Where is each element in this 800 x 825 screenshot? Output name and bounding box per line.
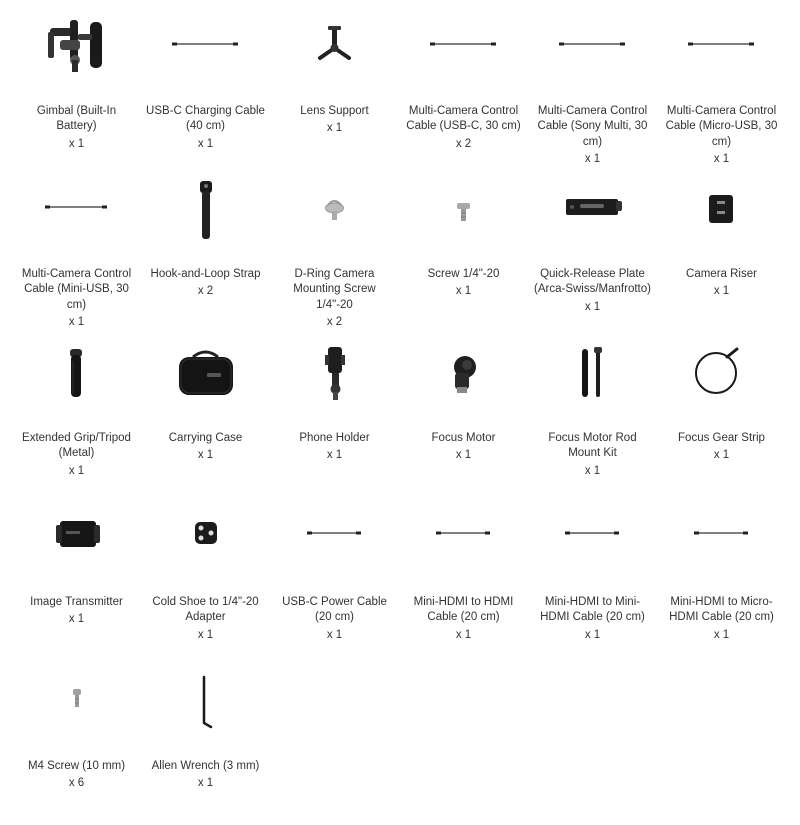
item-card <box>528 10 657 170</box>
item-quantity: x 1 <box>584 464 601 477</box>
cold-shoe-icon <box>141 501 270 596</box>
cable-icon <box>657 10 786 105</box>
tripod-icon <box>12 337 141 432</box>
allen-wrench-icon <box>141 665 270 760</box>
item-card <box>399 10 528 170</box>
cable-icon <box>657 501 786 596</box>
item-label: USB-C Charging Cable (40 cm) x 1 <box>145 104 266 152</box>
item-card <box>270 501 399 661</box>
rod-mount-icon <box>528 337 657 432</box>
cable-icon <box>399 501 528 596</box>
item-label: Extended Grip/Tripod (Metal) x 1 <box>16 431 137 479</box>
item-label: Quick-Release Plate (Arca-Swiss/Manfrotto) x 1 <box>532 267 653 315</box>
item-quantity: x 1 <box>584 152 601 165</box>
item-quantity: x 6 <box>68 777 85 790</box>
item-card <box>270 173 399 333</box>
item-label: Image Transmitter x 1 <box>16 595 137 628</box>
item-label: Focus Motor Rod Mount Kit x 1 <box>532 431 653 479</box>
item-quantity: x 1 <box>584 628 601 641</box>
item-label: Cold Shoe to 1/4"-20 Adapter x 1 <box>145 595 266 643</box>
item-card <box>12 665 141 825</box>
item-label: Lens Support x 1 <box>274 104 395 137</box>
item-card <box>528 501 657 661</box>
item-card <box>657 10 786 170</box>
cable-icon <box>12 173 141 268</box>
riser-icon <box>657 173 786 268</box>
item-card <box>657 501 786 661</box>
item-card <box>141 173 270 333</box>
gimbal-icon <box>12 10 141 105</box>
item-card <box>399 173 528 333</box>
item-card <box>399 337 528 497</box>
strap-icon <box>141 173 270 268</box>
item-label: Gimbal (Built-In Battery) x 1 <box>16 104 137 152</box>
cable-icon <box>528 501 657 596</box>
item-label: Mini-HDMI to HDMI Cable (20 cm) x 1 <box>403 595 524 643</box>
item-quantity: x 1 <box>68 613 85 626</box>
item-card <box>12 10 141 170</box>
item-quantity: x 1 <box>713 152 730 165</box>
cable-icon <box>528 10 657 105</box>
item-quantity: x 1 <box>197 137 214 150</box>
d-ring-screw-icon <box>270 173 399 268</box>
item-quantity: x 1 <box>68 315 85 328</box>
item-label: USB-C Power Cable (20 cm) x 1 <box>274 595 395 643</box>
item-label: Multi-Camera Control Cable (USB-C, 30 cm) x 2 <box>403 104 524 152</box>
item-quantity: x 2 <box>197 285 214 298</box>
item-label: Allen Wrench (3 mm) x 1 <box>145 759 266 792</box>
item-quantity: x 1 <box>68 137 85 150</box>
item-quantity: x 2 <box>326 315 343 328</box>
item-card <box>141 501 270 661</box>
item-label: Camera Riser x 1 <box>661 267 782 300</box>
focus-motor-icon <box>399 337 528 432</box>
item-quantity: x 1 <box>326 449 343 462</box>
item-quantity: x 1 <box>326 122 343 135</box>
item-quantity: x 1 <box>68 464 85 477</box>
item-label: Mini-HDMI to Mini-HDMI Cable (20 cm) x 1 <box>532 595 653 643</box>
gear-strip-icon <box>657 337 786 432</box>
item-quantity: x 1 <box>713 628 730 641</box>
case-icon <box>141 337 270 432</box>
item-label: Mini-HDMI to Micro-HDMI Cable (20 cm) x 1 <box>661 595 782 643</box>
item-quantity: x 1 <box>197 628 214 641</box>
cable-icon <box>270 501 399 596</box>
item-card <box>657 337 786 497</box>
item-card <box>528 173 657 333</box>
screw-icon <box>399 173 528 268</box>
item-quantity: x 1 <box>455 285 472 298</box>
item-card <box>141 665 270 825</box>
screw-icon <box>12 665 141 760</box>
item-label: Hook-and-Loop Strap x 2 <box>145 267 266 300</box>
item-card <box>270 10 399 170</box>
item-quantity: x 1 <box>455 449 472 462</box>
item-label: M4 Screw (10 mm) x 6 <box>16 759 137 792</box>
item-label: Carrying Case x 1 <box>145 431 266 464</box>
item-card <box>528 337 657 497</box>
item-quantity: x 1 <box>197 777 214 790</box>
transmitter-icon <box>12 501 141 596</box>
item-label: Screw 1/4"-20 x 1 <box>403 267 524 300</box>
item-label: D-Ring Camera Mounting Screw 1/4"-20 x 2 <box>274 267 395 330</box>
item-quantity: x 1 <box>455 628 472 641</box>
lens-support-icon <box>270 10 399 105</box>
item-card <box>141 10 270 170</box>
item-card <box>12 337 141 497</box>
cable-icon <box>141 10 270 105</box>
item-label: Focus Motor x 1 <box>403 431 524 464</box>
item-label: Multi-Camera Control Cable (Sony Multi, 30 cm) x 1 <box>532 104 653 167</box>
item-quantity: x 1 <box>197 449 214 462</box>
item-label: Phone Holder x 1 <box>274 431 395 464</box>
item-card <box>141 337 270 497</box>
item-quantity: x 2 <box>455 137 472 150</box>
item-label: Multi-Camera Control Cable (Mini-USB, 30 cm) x 1 <box>16 267 137 330</box>
item-quantity: x 1 <box>713 285 730 298</box>
item-quantity: x 1 <box>584 300 601 313</box>
plate-icon <box>528 173 657 268</box>
item-card <box>12 501 141 661</box>
item-quantity: x 1 <box>326 628 343 641</box>
item-quantity: x 1 <box>713 449 730 462</box>
item-card <box>270 337 399 497</box>
item-card <box>399 501 528 661</box>
cable-icon <box>399 10 528 105</box>
item-card <box>12 173 141 333</box>
phone-holder-icon <box>270 337 399 432</box>
item-card <box>657 173 786 333</box>
item-label: Multi-Camera Control Cable (Micro-USB, 30 cm) x 1 <box>661 104 782 167</box>
item-label: Focus Gear Strip x 1 <box>661 431 782 464</box>
